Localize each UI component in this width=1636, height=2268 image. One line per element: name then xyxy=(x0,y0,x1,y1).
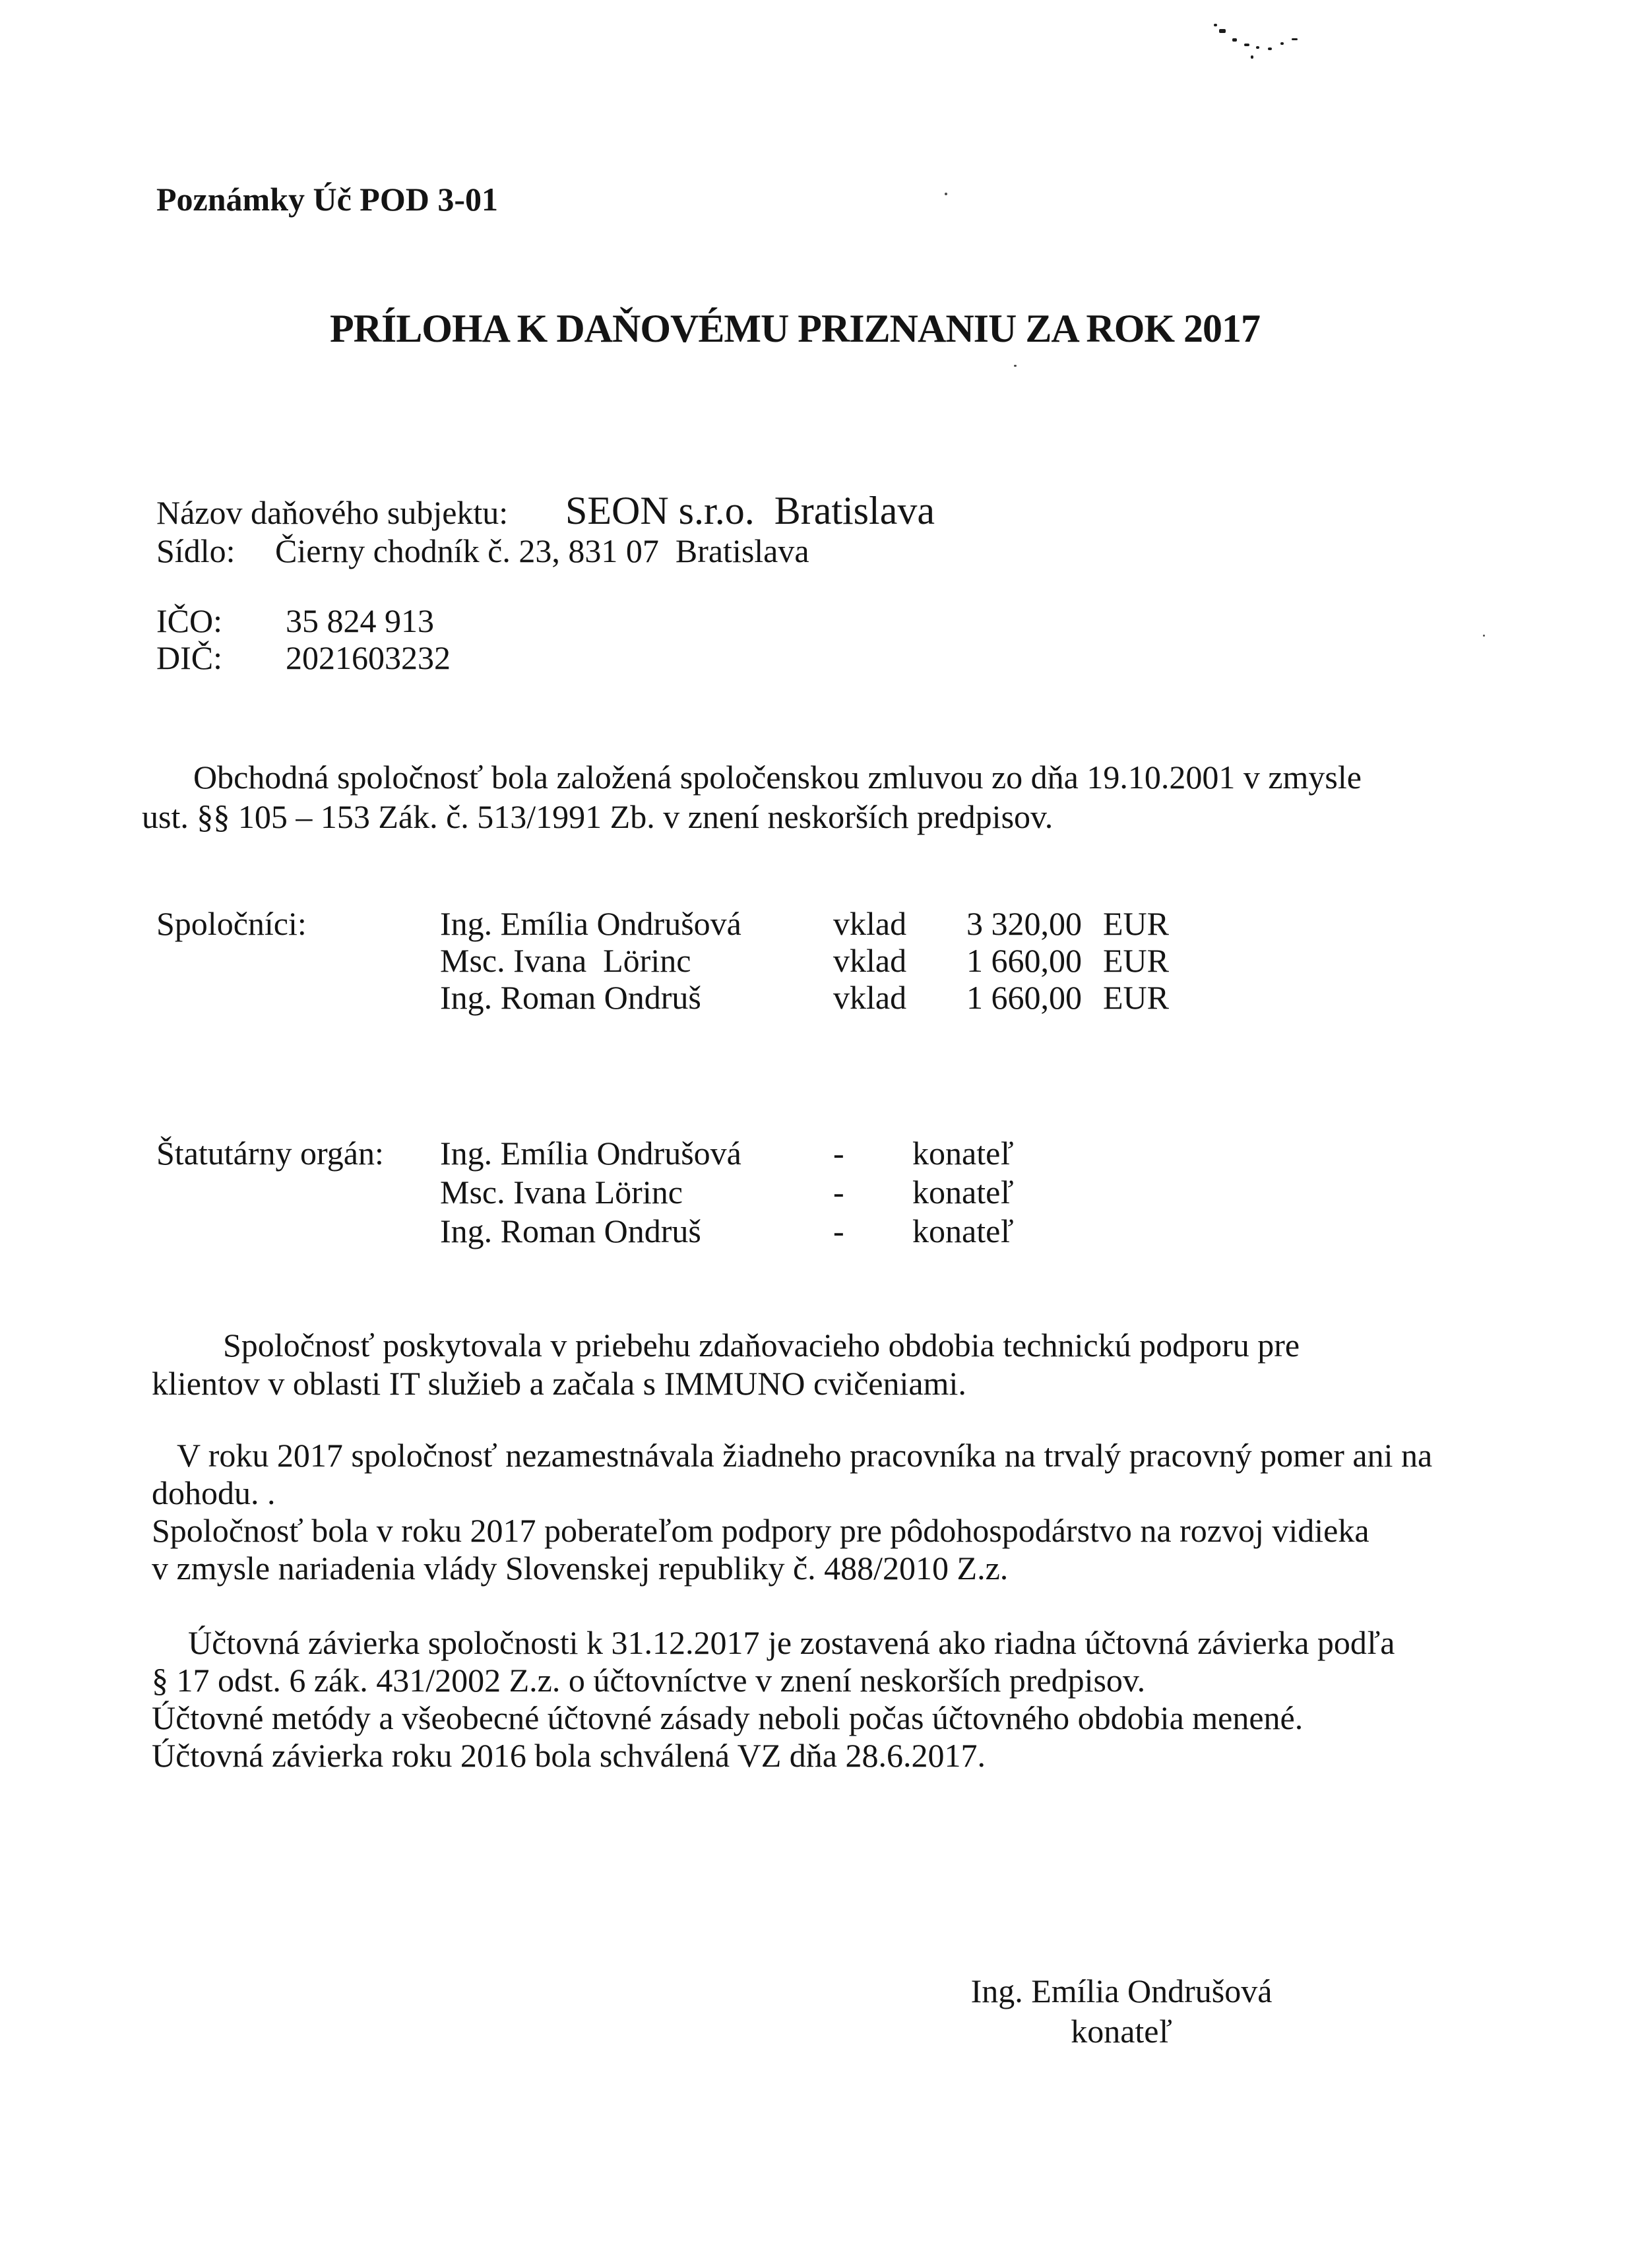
deposit-currency: EUR xyxy=(1103,905,1169,942)
scan-noise xyxy=(1251,55,1253,59)
subject-dic-row xyxy=(156,639,451,677)
founding-paragraph: Obchodná spoločnosť bola založená spoločenskou zmluvou zo dňa 19.10.2001 v zmysle ust. §§ 105 – 153 Zák. č. 513/1991 Zb. v znení neskorších predpisov. xyxy=(142,759,1362,835)
statutory-role: konateľ xyxy=(912,1135,1014,1172)
subject-seat-value: Čierny chodník č. 23, 831 07 Bratislava xyxy=(275,532,809,569)
partners-row xyxy=(156,979,1169,1016)
separator-dash: - xyxy=(833,1135,844,1172)
subject-ico-value: 35 824 913 xyxy=(286,602,434,639)
subsidy-paragraph: Spoločnosť bola v roku 2017 poberateľom podpory pre pôdohospodárstvo na rozvoj vidieka v zmysle nariadenia vlády Slovenskej republiky č. 488/2010 Z.z. xyxy=(152,1512,1369,1587)
scan-noise xyxy=(1232,38,1237,42)
statutory-role: konateľ xyxy=(912,1213,1014,1249)
activity-paragraph: Spoločnosť poskytovala v priebehu zdaňovacieho obdobia technickú podporu pre klientov v oblasti IT služieb a začala s IMMUNO cvičeniami. xyxy=(152,1327,1300,1402)
closing-statement-paragraph: Účtovná závierka spoločnosti k 31.12.2017 je zostavená ako riadna účtovná závierka podľa § 17 odst. 6 zák. 431/2002 Z.z. o účtovníctve v znení neskorších predpisov. xyxy=(152,1624,1395,1699)
statutory-row xyxy=(156,1173,1014,1212)
closing-block xyxy=(152,1624,1445,1775)
signature-role: konateľ xyxy=(1071,2013,1172,2050)
scan-noise xyxy=(1483,635,1485,637)
partner-name: Msc. Ivana Lörinc xyxy=(440,942,691,979)
deposit-amount: 1 660,00 xyxy=(966,942,1082,979)
partner-name: Ing. Roman Ondruš xyxy=(440,979,701,1016)
statutory-row xyxy=(156,1134,1014,1173)
form-id: Poznámky Úč POD 3-01 xyxy=(156,181,498,218)
separator-dash: - xyxy=(833,1213,844,1249)
employment-paragraph: V roku 2017 spoločnosť nezamestnávala žiadneho pracovníka na trvalý pracovný pomer ani na dohodu. . xyxy=(152,1437,1433,1511)
signature-name: Ing. Emília Ondrušová xyxy=(970,1972,1273,2009)
separator-dash: - xyxy=(833,1174,844,1211)
deposit-label: vklad xyxy=(833,942,907,979)
employment-block xyxy=(152,1437,1445,1587)
partners-table xyxy=(156,905,1169,1016)
deposit-amount: 3 320,00 xyxy=(966,905,1082,942)
deposit-label: vklad xyxy=(833,979,907,1016)
scan-noise xyxy=(945,193,947,195)
subject-name-value: SEON s.r.o. Bratislava xyxy=(565,489,935,532)
subject-seat-row xyxy=(156,532,809,570)
methods-paragraph: Účtovné metódy a všeobecné účtovné zásady neboli počas účtovného obdobia menené. xyxy=(152,1699,1304,1736)
partner-name: Ing. Emília Ondrušová xyxy=(440,905,741,942)
scan-noise xyxy=(1244,44,1249,46)
deposit-currency: EUR xyxy=(1103,979,1169,1016)
scan-noise xyxy=(1280,42,1284,45)
approval-paragraph: Účtovná závierka roku 2016 bola schválená VZ dňa 28.6.2017. xyxy=(152,1737,986,1774)
scan-noise xyxy=(1256,46,1259,49)
statutory-role: konateľ xyxy=(912,1174,1014,1211)
scan-noise xyxy=(1219,29,1226,33)
scan-noise xyxy=(1014,365,1017,367)
deposit-label: vklad xyxy=(833,905,907,942)
partners-row xyxy=(156,942,1169,979)
subject-dic-label: DIČ: xyxy=(156,639,222,676)
statutory-row xyxy=(156,1212,1014,1251)
statutory-name: Msc. Ivana Lörinc xyxy=(440,1174,683,1211)
statutory-name: Ing. Emília Ondrušová xyxy=(440,1135,741,1172)
subject-seat-label: Sídlo: xyxy=(156,532,236,569)
deposit-amount: 1 660,00 xyxy=(966,979,1082,1016)
statutory-label: Štatutárny orgán: xyxy=(156,1135,384,1172)
subject-ico-label: IČO: xyxy=(156,602,222,639)
scan-noise xyxy=(1268,47,1272,50)
partners-row xyxy=(156,905,1169,942)
statutory-body-table xyxy=(156,1134,1014,1251)
subject-dic-value: 2021603232 xyxy=(286,639,451,676)
deposit-currency: EUR xyxy=(1103,942,1169,979)
statutory-name: Ing. Roman Ondruš xyxy=(440,1213,701,1249)
subject-name-row xyxy=(156,490,935,533)
partners-label: Spoločníci: xyxy=(156,905,307,942)
scan-noise xyxy=(1292,38,1298,40)
subject-name-label: Názov daňového subjektu: xyxy=(156,494,509,531)
document-title: PRÍLOHA K DAŇOVÉMU PRIZNANIU ZA ROK 2017 xyxy=(329,307,1261,350)
scan-noise xyxy=(1214,24,1217,26)
subject-ico-row xyxy=(156,602,434,640)
signature-block xyxy=(858,1971,1385,2052)
